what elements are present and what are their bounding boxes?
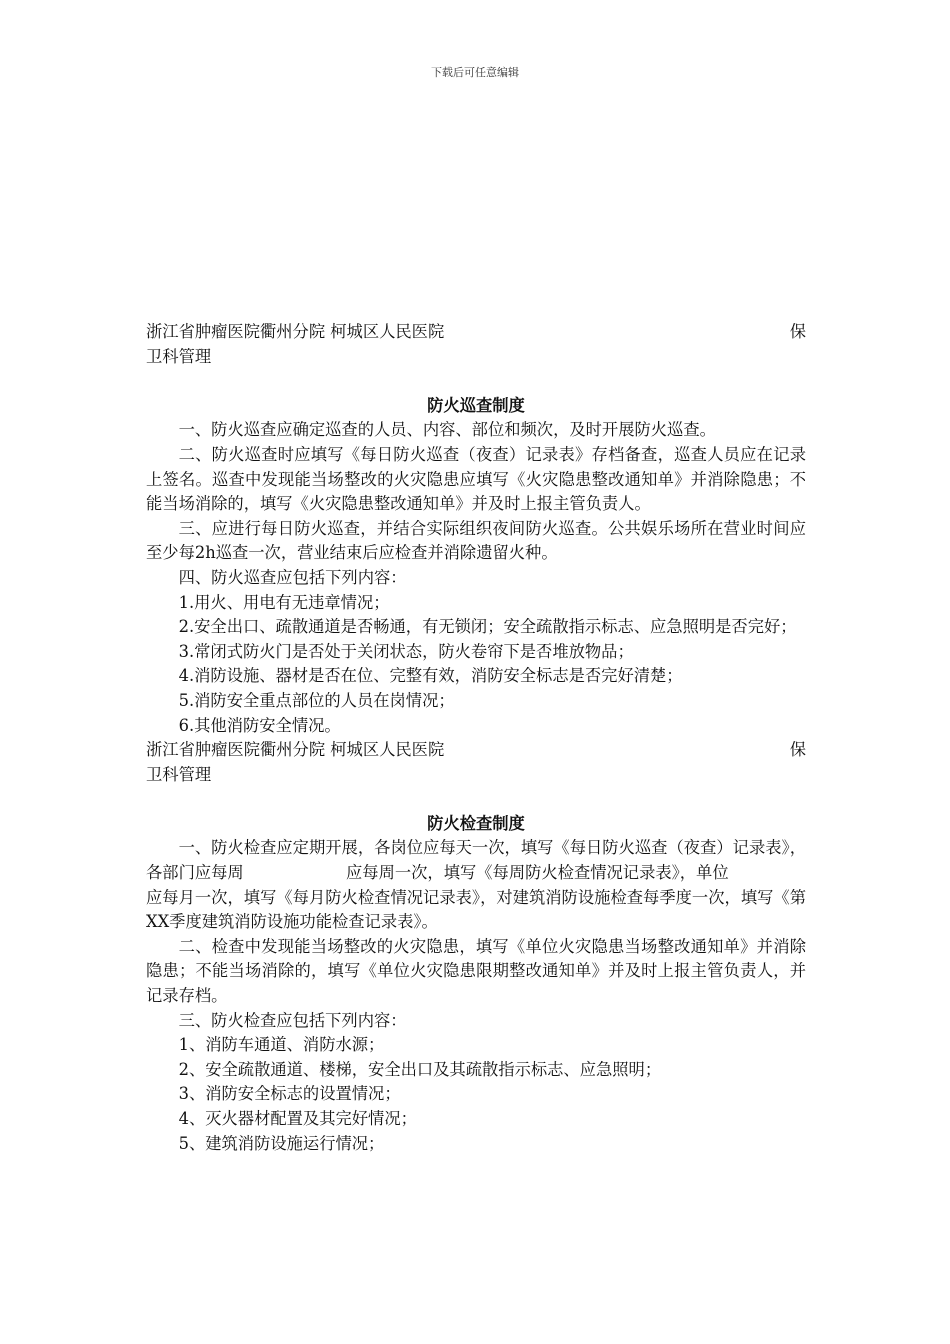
paragraph: 四、防火巡查应包括下列内容： xyxy=(178,567,407,587)
list-item: 1.用火、用电有无违章情况； xyxy=(178,592,390,612)
list-item: 1、消防车通道、消防水源； xyxy=(178,1035,385,1055)
watermark-text: 下载后可任意编辑 xyxy=(431,66,519,79)
overlapping-text: 应每周一次，填写《每周防火检查情况记录表》，单位 xyxy=(346,863,729,883)
list-item: 5.消防安全重点部位的人员在岗情况； xyxy=(178,690,455,710)
org-dept-start: 保 xyxy=(789,322,806,341)
org-name: 浙江省肿瘤医院衢州分院 柯城区人民医院 xyxy=(146,322,445,341)
paragraph-text: 一、防火检查应定期开展，各岗位应每天一次，填写《每日防火巡查（夜查）记录表》，各部门应每周 xyxy=(146,838,806,883)
list-item: 5、建筑消防设施运行情况； xyxy=(178,1133,385,1153)
paragraph: 一、防火巡查应确定巡查的人员、内容、部位和频次，及时开展防火巡查。 xyxy=(178,420,716,440)
list-item: 2、安全疏散通道、楼梯，安全出口及其疏散指示标志、应急照明； xyxy=(178,1059,662,1079)
section-title-patrol: 防火巡查制度 xyxy=(427,395,525,415)
document-body xyxy=(146,320,806,1156)
list-item: 4.消防设施、器材是否在位、完整有效，消防安全标志是否完好清楚； xyxy=(178,666,683,686)
list-item: 4、灭火器材配置及其完好情况； xyxy=(178,1109,417,1128)
paragraph: 三、防火检查应包括下列内容： xyxy=(178,1010,407,1030)
paragraph: 二、检查中发现能当场整改的火灾隐患，填写《单位火灾隐患当场整改通知单》并消除隐患；不能当场消除的，填写《单位火灾隐患限期整改通知单》并及时上报主管负责人，并记录存档。 xyxy=(146,936,806,1006)
org-dept-start: 保 xyxy=(789,740,806,760)
paragraph-continued: 应每月一次，填写《每月防火检查情况记录表》，对建筑消防设施检查每季度一次，填写《第XX季度建筑消防设施功能检查记录表》。 xyxy=(146,887,806,932)
org-dept-end: 卫科管理 xyxy=(146,764,212,784)
paragraph: 二、防火巡查时应填写《每日防火巡查（夜查）记录表》存档备查，巡查人员应在记录上签名。巡查中发现能当场整改的火灾隐患应填写《火灾隐患整改通知单》并消除隐患；不能当场消除的，填写《火灾隐患整改通知单》并及时上报主管负责人。 xyxy=(146,444,806,514)
list-item: 3、消防安全标志的设置情况； xyxy=(178,1084,401,1104)
paragraph: 三、应进行每日防火巡查，并结合实际组织夜间防火巡查。公共娱乐场所在营业时间应至少每2h巡查一次，营业结束后应检查并消除遗留火种。 xyxy=(146,518,806,563)
org-dept-end: 卫科管理 xyxy=(146,346,212,366)
list-item: 6.其他消防安全情况。 xyxy=(178,715,341,735)
org-header xyxy=(146,320,806,345)
org-name: 浙江省肿瘤医院衢州分院 柯城区人民医院 xyxy=(146,740,445,760)
list-item: 2.安全出口、疏散通道是否畅通，有无锁闭；安全疏散指示标志、应急照明是否完好； xyxy=(178,617,797,637)
list-item: 3.常闭式防火门是否处于关闭状态，防火卷帘下是否堆放物品； xyxy=(178,641,634,661)
org-header-2 xyxy=(146,738,806,763)
section-title-inspection: 防火检查制度 xyxy=(427,813,525,833)
